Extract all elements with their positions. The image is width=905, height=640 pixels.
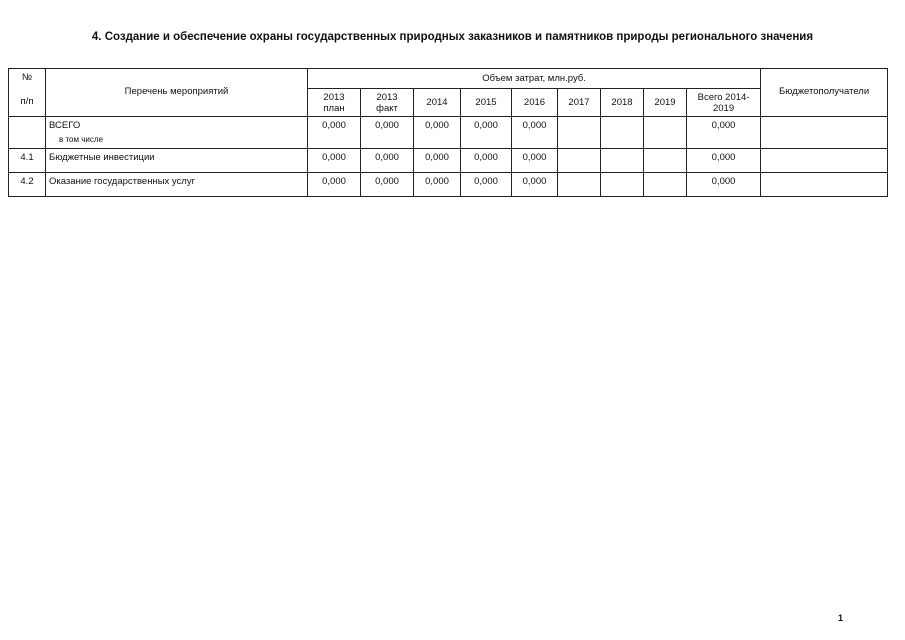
header-year: 2013 план	[308, 89, 361, 117]
row-number	[9, 117, 46, 149]
row-value: 0,000	[512, 149, 558, 173]
row-recipient	[761, 173, 888, 197]
row-value: 0,000	[414, 173, 461, 197]
header-year: 2014	[414, 89, 461, 117]
header-year: 2018	[601, 89, 644, 117]
row-value: 0,000	[461, 173, 512, 197]
row-value	[644, 173, 687, 197]
header-recipients: Бюджетополучатели	[761, 69, 888, 117]
row-number: 4.2	[9, 173, 46, 197]
row-name: Оказание государственных услуг	[49, 176, 196, 187]
table-row	[9, 173, 888, 197]
row-value: 0,000	[308, 117, 361, 149]
row-value	[601, 173, 644, 197]
row-name: ВСЕГО	[49, 120, 81, 131]
row-name-cell	[46, 117, 308, 149]
header-year: 2015	[461, 89, 512, 117]
header-name: Перечень мероприятий	[46, 69, 308, 117]
header-year: 2019	[644, 89, 687, 117]
row-value	[601, 149, 644, 173]
row-value: 0,000	[461, 149, 512, 173]
row-name-cell	[46, 173, 308, 197]
row-value: 0,000	[361, 173, 414, 197]
row-value: 0,000	[512, 117, 558, 149]
header-num-bottom: п/п	[20, 96, 34, 107]
header-row-1	[9, 69, 888, 89]
header-year: 2013 факт	[361, 89, 414, 117]
row-name-cell	[46, 149, 308, 173]
header-costs-group: Объем затрат, млн.руб.	[308, 69, 761, 89]
expense-table	[8, 68, 888, 197]
row-value	[558, 173, 601, 197]
table-row	[9, 117, 888, 149]
row-subtitle: в том числе	[59, 135, 103, 144]
header-year: 2017	[558, 89, 601, 117]
page-number: 1	[838, 613, 844, 623]
section-title: 4. Создание и обеспечение охраны государственных природных заказников и памятников природы регионального значения	[91, 31, 814, 43]
row-value: 0,000	[461, 117, 512, 149]
row-value: 0,000	[361, 149, 414, 173]
row-value: 0,000	[414, 149, 461, 173]
header-year: Всего 2014- 2019	[687, 89, 761, 117]
row-recipient	[761, 117, 888, 149]
row-recipient	[761, 149, 888, 173]
row-value: 0,000	[687, 149, 761, 173]
row-value	[644, 149, 687, 173]
row-value: 0,000	[414, 117, 461, 149]
header-num-top: №	[21, 72, 33, 83]
row-value: 0,000	[308, 149, 361, 173]
row-value: 0,000	[308, 173, 361, 197]
row-value	[558, 117, 601, 149]
row-value: 0,000	[361, 117, 414, 149]
row-value: 0,000	[512, 173, 558, 197]
row-number: 4.1	[9, 149, 46, 173]
header-year: 2016	[512, 89, 558, 117]
table-row	[9, 149, 888, 173]
table-body	[9, 117, 888, 197]
row-value: 0,000	[687, 173, 761, 197]
row-value	[558, 149, 601, 173]
header-num	[9, 69, 46, 117]
row-name: Бюджетные инвестиции	[49, 152, 155, 163]
row-value	[644, 117, 687, 149]
row-value	[601, 117, 644, 149]
row-value: 0,000	[687, 117, 761, 149]
